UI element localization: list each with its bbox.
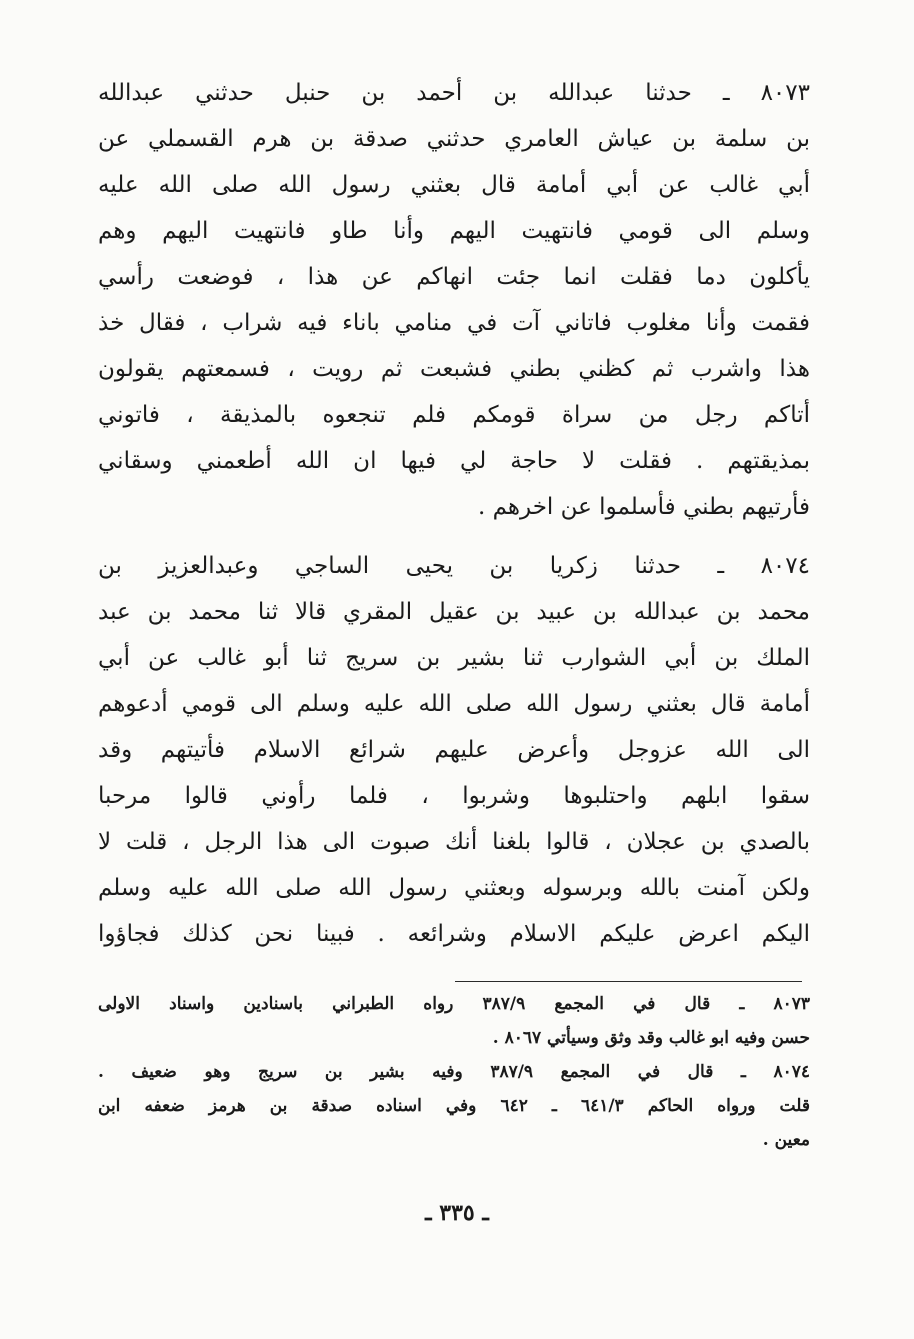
text-line: ٨٠٧٣ ـ حدثنا عبدالله بن أحمد بن حنبل حدثني عبدالله xyxy=(98,80,810,106)
hadith-8074 xyxy=(98,543,810,957)
text-line: ٨٠٧٤ ـ حدثنا زكريا بن يحيى الساجي وعبدالعزيز بن xyxy=(98,553,810,579)
text-line: فأرتيهم بطني فأسلموا عن اخرهم . xyxy=(477,494,810,520)
hadith-8073 xyxy=(98,70,810,530)
text-line: أبي غالب عن أبي أمامة قال بعثني رسول الله صلى الله عليه xyxy=(98,172,810,198)
text-line: أمامة قال بعثني رسول الله صلى الله عليه وسلم الى قومي أدعوهم xyxy=(98,691,810,717)
footnote-line: معين . xyxy=(762,1130,810,1150)
footnote-line: ٨٠٧٤ ـ قال في المجمع ٣٨٧/٩ وفيه بشير بن سريج وهو ضعيف . xyxy=(98,1062,810,1082)
text-line: ولكن آمنت بالله وبرسوله وبعثني رسول الله صلى الله عليه وسلم xyxy=(98,875,810,901)
text-line: يأكلون دما فقلت انما جئت انهاكم عن هذا ، فوضعت رأسي xyxy=(98,264,810,290)
page-number: ـ ٣٣٥ ـ xyxy=(425,1200,489,1226)
text-line: هذا واشرب ثم كظني بطني فشبعت ثم رويت ، فسمعتهم يقولون xyxy=(98,356,810,382)
text-line: وسلم الى قومي فانتهيت اليهم وأنا طاو فانتهيت اليهم وهم xyxy=(98,218,810,244)
footnote-line: قلت ورواه الحاكم ٦٤١/٣ ـ ٦٤٢ وفي اسناده صدقة بن هرمز ضعفه ابن xyxy=(98,1096,810,1116)
text-line: أتاكم رجل من سراة قومكم فلم تنجعوه بالمذيقة ، فاتوني xyxy=(98,402,810,428)
text-line: الملك بن أبي الشوارب ثنا بشير بن سريج ثنا أبو غالب عن أبي xyxy=(98,645,810,671)
text-line: بالصدي بن عجلان ، قالوا بلغنا أنك صبوت الى هذا الرجل ، قلت لا xyxy=(98,829,810,855)
text-line: سقوا ابلهم واحتلبوها وشربوا ، فلما رأوني قالوا مرحبا xyxy=(98,783,810,809)
text-line: فقمت وأنا مغلوب فاتاني آت في منامي باناء فيه شراب ، فقال خذ xyxy=(98,310,810,336)
text-line: اليكم اعرض عليكم الاسلام وشرائعه . فبينا نحن كذلك فجاؤوا xyxy=(98,921,810,947)
footnote-separator xyxy=(455,981,802,982)
text-line: بمذيقتهم . فقلت لا حاجة لي فيها ان الله أطعمني وسقاني xyxy=(98,448,810,474)
main-text xyxy=(98,70,810,957)
text-line: الى الله عزوجل وأعرض عليهم شرائع الاسلام فأتيتهم وقد xyxy=(98,737,810,763)
text-line: محمد بن عبدالله بن عبيد بن عقيل المقري قالا ثنا محمد بن عبد xyxy=(98,599,810,625)
footnotes xyxy=(98,987,810,1157)
text-line: بن سلمة بن عياش العامري حدثني صدقة بن هرم القسملي عن xyxy=(98,126,810,152)
footnote-line: ٨٠٧٣ ـ قال في المجمع ٣٨٧/٩ رواه الطبراني باسنادين واسناد الاولى xyxy=(98,994,810,1014)
footnote-line: حسن وفيه ابو غالب وقد وثق وسيأتي ٨٠٦٧ . xyxy=(492,1028,810,1048)
